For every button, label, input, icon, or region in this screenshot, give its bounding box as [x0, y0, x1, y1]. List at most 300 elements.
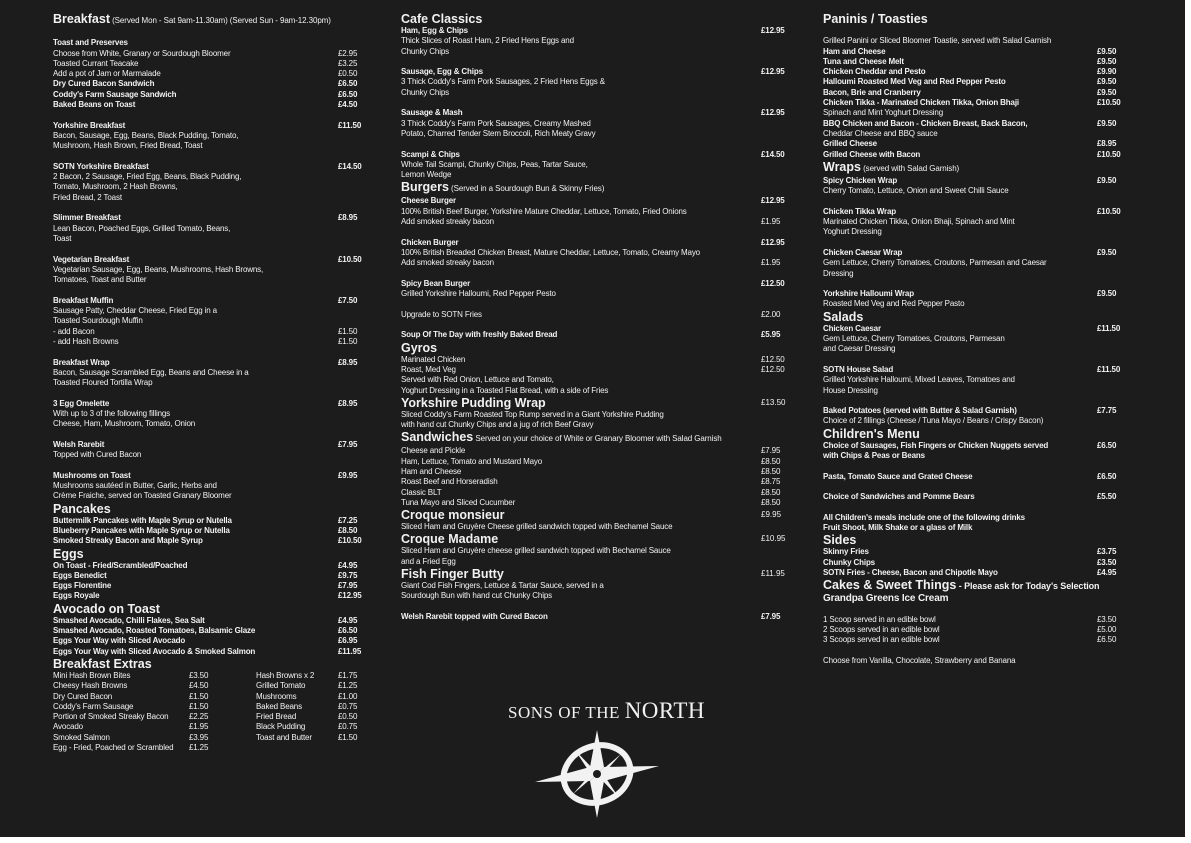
section-heading-wraps	[823, 160, 1123, 176]
menu-item-price	[1097, 258, 1123, 268]
menu-item-price	[338, 316, 368, 326]
menu-item-text: Cheese, Ham, Mushroom, Tomato, Onion	[53, 419, 196, 429]
menu-item-price: £9.50	[1097, 175, 1117, 185]
menu-item-row	[823, 568, 1123, 578]
menu-item-price: £12.50	[761, 354, 785, 364]
section-title: Gyros	[401, 340, 438, 355]
menu-item-text: 2 Scoops served in an edible bowl	[823, 624, 940, 634]
menu-item-text: Halloumi Roasted Med Veg and Red Pepper Pesto	[823, 77, 1006, 87]
menu-item-price: £6.95	[338, 636, 358, 646]
menu-item-text: Served with Red Onion, Lettuce and Tomato,	[401, 375, 554, 385]
menu-item-row	[401, 289, 791, 299]
section-title-group	[823, 160, 959, 174]
spacer	[53, 244, 368, 254]
section-title: Breakfast Extras	[53, 656, 152, 671]
extra-price: £0.50	[338, 712, 358, 722]
section-title-group	[401, 567, 504, 581]
menu-item-price: £12.50	[761, 278, 785, 288]
menu-item-price: £8.95	[338, 398, 358, 408]
menu-item-row	[401, 196, 791, 206]
extra-price: £1.95	[189, 722, 209, 732]
menu-item-price: £14.50	[338, 161, 362, 171]
menu-item-price: £3.50	[1097, 557, 1117, 567]
menu-item-text: 3 Thick Coddy's Farm Pork Sausages, Creamy Mashed	[401, 118, 591, 128]
menu-item-row	[823, 98, 1123, 108]
menu-item-row	[53, 141, 368, 151]
section-title: Salads	[823, 309, 864, 324]
extra-price: £3.50	[189, 670, 209, 680]
menu-item-price: £11.50	[1097, 364, 1121, 374]
menu-item-row	[53, 100, 368, 110]
menu-item-row	[401, 612, 791, 622]
menu-item-text: Giant Cod Fish Fingers, Lettuce & Tartar Sauce, served in a	[401, 581, 604, 591]
menu-item-text: House Dressing	[823, 385, 878, 395]
menu-item-row	[53, 481, 368, 491]
menu-item-row	[401, 67, 791, 77]
section-note: (served with Salad Garnish)	[860, 163, 960, 173]
menu-item-price: £8.50	[338, 525, 358, 535]
menu-item-price	[761, 581, 791, 591]
menu-item-row	[823, 441, 1123, 451]
menu-item-text: Ham and Cheese	[401, 466, 462, 476]
menu-column-middle	[401, 12, 791, 622]
spacer	[823, 645, 1123, 655]
menu-item-text: Spicy Chicken Wrap	[823, 175, 898, 185]
section-title-group	[401, 12, 482, 26]
menu-item-price: £8.95	[1097, 139, 1117, 149]
menu-item-text: Smoked Streaky Bacon and Maple Syrup	[53, 536, 203, 546]
menu-item-price	[338, 450, 368, 460]
section-price: £11.95	[761, 569, 785, 579]
menu-item-price	[338, 172, 368, 182]
extra-name: Mushrooms	[256, 691, 297, 701]
menu-item-price: £12.95	[761, 26, 785, 35]
menu-item-price: £12.95	[761, 196, 785, 206]
section-note: Served on your choice of White or Granary Bloomer with Salad Garnish	[473, 434, 722, 444]
menu-item-text: Add smoked streaky bacon	[401, 258, 494, 268]
section-title: Pancakes	[53, 501, 111, 516]
menu-item-text: Choose from White, Granary or Sourdough Bloomer	[53, 48, 231, 58]
menu-item-price: £8.50	[761, 497, 781, 507]
menu-item-text: Chicken Tikka Wrap	[823, 206, 897, 216]
menu-item-row	[53, 616, 368, 626]
menu-item-price: £8.75	[761, 477, 781, 487]
menu-item-price	[1097, 108, 1123, 118]
menu-item-row	[53, 224, 368, 234]
menu-item-row	[53, 49, 368, 59]
menu-item-text: Roast Beef and Horseradish	[401, 477, 498, 487]
menu-item-row	[53, 491, 368, 501]
menu-item-price: £6.50	[338, 626, 358, 636]
menu-item-text: 3 Thick Coddy's Farm Pork Sausages, 2 Fried Hens Eggs &	[401, 77, 605, 87]
menu-item-row	[823, 635, 1123, 645]
menu-item-row	[823, 57, 1123, 67]
menu-item-price: £12.50	[761, 364, 785, 374]
menu-item-text: Roasted Med Veg and Red Pepper Pasto	[823, 299, 965, 309]
spacer	[823, 396, 1123, 406]
extra-name: Toast and Butter	[256, 732, 312, 742]
breakfast-extras-table	[53, 671, 368, 753]
menu-item-text: Bacon, Sausage, Egg, Beans, Black Pudding, Tomato,	[53, 130, 239, 140]
menu-item-text: Roast, Med Veg	[401, 364, 456, 374]
menu-item-price	[761, 420, 791, 430]
menu-item-text: SOTN House Salad	[823, 364, 894, 374]
menu-item-price: £0.50	[338, 69, 358, 79]
menu-item-row	[53, 275, 368, 285]
menu-item-text: Chicken Caesar	[823, 323, 881, 333]
menu-item-price	[761, 591, 791, 601]
spacer	[53, 460, 368, 470]
menu-item-price	[761, 36, 791, 46]
menu-item-text: Sausage & Mash	[401, 108, 463, 118]
menu-item-price	[1097, 375, 1123, 385]
menu-item-price: £12.95	[761, 67, 785, 77]
menu-item-row	[401, 467, 791, 477]
spacer	[823, 355, 1123, 365]
menu-item-text: Soup Of The Day with freshly Baked Bread	[401, 330, 558, 340]
menu-item-row	[823, 258, 1123, 268]
menu-item-text: Yoghurt Dressing in a Toasted Flat Bread, with a side of Fries	[401, 385, 609, 395]
menu-item-row	[823, 269, 1123, 279]
menu-item-text: All Children's meals include one of the following drinks	[823, 512, 1025, 522]
menu-item-row	[53, 296, 368, 306]
extra-price: £1.50	[189, 701, 209, 711]
section-title-group	[823, 427, 920, 441]
menu-item-text: Toasted Sourdough Muffin	[53, 316, 143, 326]
menu-item-text: Cheese Burger	[401, 196, 456, 206]
menu-item-price	[761, 129, 791, 139]
menu-item-price	[1097, 129, 1123, 139]
spacer	[401, 602, 791, 612]
menu-item-text: Welsh Rarebit	[53, 439, 105, 449]
menu-item-row	[401, 446, 791, 456]
menu-item-text: Smashed Avocado, Chilli Flakes, Sea Salt	[53, 615, 205, 625]
menu-item-price: £4.95	[338, 560, 358, 570]
menu-item-price: £11.95	[338, 646, 362, 656]
menu-item-row	[823, 289, 1123, 299]
menu-item-price: £7.95	[338, 439, 358, 449]
menu-item-row	[401, 546, 791, 556]
menu-item-row	[401, 36, 791, 46]
menu-item-text: Sliced Ham and Gruyère Cheese grilled sandwich topped with Bechamel Sauce	[401, 522, 673, 532]
menu-item-row	[823, 36, 1123, 46]
menu-item-price: £8.50	[761, 466, 781, 476]
menu-item-price: £1.50	[338, 336, 358, 346]
menu-item-text: Eggs Benedict	[53, 570, 107, 580]
section-note: (Served Mon - Sat 9am-11.30am) (Served Sun - 9am-12.30pm)	[109, 16, 331, 25]
spacer	[53, 285, 368, 295]
menu-item-price	[338, 38, 368, 48]
menu-item-text: Grilled Yorkshire Halloumi, Mixed Leaves, Tomatoes and	[823, 375, 1015, 385]
menu-item-price	[1097, 513, 1123, 523]
section-title: Yorkshire Pudding Wrap	[401, 395, 546, 410]
menu-item-text: Buttermilk Pancakes with Maple Syrup or Nutella	[53, 515, 232, 525]
menu-item-row	[823, 593, 1123, 604]
section-heading-cakes-sweet-things	[823, 578, 1123, 593]
section-heading-croque-monsieur	[401, 508, 791, 522]
menu-item-price: £9.50	[1097, 118, 1117, 128]
spacer	[823, 482, 1123, 492]
menu-item-price	[761, 160, 791, 170]
menu-item-row	[401, 410, 791, 420]
menu-item-text: Toasted Floured Tortilla Wrap	[53, 378, 153, 388]
menu-item-text: Grilled Cheese	[823, 139, 877, 149]
menu-item-price	[1097, 227, 1123, 237]
menu-item-text: and a Fried Egg	[401, 556, 456, 566]
logo-text-small: SONS OF THE	[508, 703, 620, 722]
menu-item-row	[823, 547, 1123, 557]
menu-item-text: SOTN Yorkshire Breakfast	[53, 161, 149, 171]
menu-item-price	[1097, 334, 1123, 344]
extra-price: £4.50	[189, 681, 209, 691]
menu-item-row	[53, 636, 368, 646]
menu-item-text: Spicy Bean Burger	[401, 278, 471, 288]
menu-item-row	[401, 170, 791, 180]
extras-row	[53, 712, 368, 722]
menu-item-price: £5.95	[761, 330, 781, 340]
spacer	[53, 28, 368, 38]
spacer	[823, 502, 1123, 512]
menu-item-row	[53, 581, 368, 591]
menu-item-row	[401, 375, 791, 385]
menu-item-row	[53, 131, 368, 141]
menu-item-text: Yorkshire Halloumi Wrap	[823, 289, 914, 299]
menu-item-row	[53, 162, 368, 172]
menu-item-row	[823, 119, 1123, 129]
spacer	[401, 269, 791, 279]
menu-item-text: Ham and Cheese	[823, 46, 886, 56]
menu-item-row	[53, 69, 368, 79]
section-title-group	[401, 532, 498, 546]
section-title-group	[53, 502, 111, 516]
menu-item-text: Grilled Yorkshire Halloumi, Red Pepper Pesto	[401, 289, 556, 299]
menu-item-row	[53, 193, 368, 203]
menu-item-price: £7.50	[338, 295, 358, 305]
menu-item-price: £2.00	[761, 309, 781, 319]
section-heading-burgers	[401, 180, 791, 196]
extra-price: £1.25	[189, 743, 209, 752]
section-title-group	[401, 180, 604, 194]
section-heading-breakfast-extras	[53, 657, 368, 671]
menu-item-text: Cheddar Cheese and BBQ sauce	[823, 128, 938, 138]
menu-item-price	[1097, 186, 1123, 196]
menu-item-text: Cherry Tomato, Lettuce, Onion and Sweet Chilli Sauce	[823, 186, 1009, 196]
extra-price: £1.50	[338, 732, 358, 742]
menu-item-price: £11.50	[338, 120, 362, 130]
section-heading-eggs	[53, 547, 368, 561]
menu-item-text: Baked Beans on Toast	[53, 100, 136, 110]
spacer	[53, 388, 368, 398]
menu-item-row	[53, 647, 368, 657]
menu-item-text: Fruit Shoot, Milk Shake or a glass of Milk	[823, 523, 973, 533]
menu-item-price	[1097, 593, 1123, 604]
menu-item-row	[401, 330, 791, 340]
menu-item-price: £5.00	[1097, 624, 1117, 634]
menu-item-text: 100% British Beef Burger, Yorkshire Mature Cheddar, Lettuce, Tomato, Fried Onions	[401, 206, 687, 216]
menu-item-row	[823, 150, 1123, 160]
menu-item-row	[401, 77, 791, 87]
menu-item-price: £9.50	[1097, 56, 1117, 66]
spacer	[823, 604, 1123, 614]
extra-price: £0.75	[338, 701, 358, 711]
menu-item-text: Lean Bacon, Poached Eggs, Grilled Tomato, Beans,	[53, 223, 231, 233]
menu-item-row	[401, 488, 791, 498]
section-title: Croque Madame	[401, 532, 499, 547]
menu-item-price	[761, 77, 791, 87]
menu-item-row	[823, 67, 1123, 77]
section-title: Cakes & Sweet Things	[823, 578, 957, 593]
spacer	[823, 461, 1123, 471]
menu-item-text: Welsh Rarebit topped with Cured Bacon	[401, 611, 548, 621]
menu-item-price: £4.95	[338, 615, 358, 625]
extra-name: Mini Hash Brown Bites	[53, 670, 131, 680]
section-heading-paninis-toasties	[823, 12, 1123, 26]
section-title-group	[823, 310, 863, 324]
menu-item-row	[401, 522, 791, 532]
menu-item-text: Spinach and Mint Yoghurt Dressing	[823, 108, 944, 118]
menu-item-text: Slimmer Breakfast	[53, 213, 121, 223]
menu-item-text: Mushrooms sautéed in Butter, Garlic, Herbs and	[53, 481, 217, 491]
menu-item-price	[338, 141, 368, 151]
menu-item-text: Potato, Charred Tender Stem Broccoli, Rich Meaty Gravy	[401, 128, 596, 138]
menu-item-row	[53, 471, 368, 481]
menu-item-price: £5.50	[1097, 492, 1117, 502]
menu-item-text: Gem Lettuce, Cherry Tomatoes, Croutons, Parmesan	[823, 334, 1005, 344]
menu-item-row	[53, 79, 368, 89]
menu-item-row	[823, 77, 1123, 87]
menu-item-row	[401, 591, 791, 601]
menu-item-text: Blueberry Pancakes with Maple Syrup or Nutella	[53, 525, 230, 535]
section-title-group	[401, 341, 437, 355]
menu-item-row	[53, 571, 368, 581]
extra-name: Egg - Fried, Poached or Scrambled	[53, 743, 174, 752]
menu-item-price: £7.95	[761, 611, 781, 621]
menu-item-price	[761, 248, 791, 258]
menu-item-row	[401, 160, 791, 170]
menu-item-row	[53, 121, 368, 131]
menu-item-row	[823, 108, 1123, 118]
menu-item-row	[53, 561, 368, 571]
menu-item-text: Sliced Coddy's Farm Roasted Top Rump served in a Giant Yorkshire Pudding	[401, 409, 664, 419]
extra-name: Black Pudding	[256, 722, 306, 732]
menu-item-text: 100% British Breaded Chicken Breast, Mature Cheddar, Lettuce, Tomato, Creamy Mayo	[401, 247, 700, 257]
menu-item-price: £6.50	[1097, 471, 1117, 481]
menu-item-price	[338, 193, 368, 203]
section-title-group	[53, 602, 160, 616]
menu-item-price: £6.50	[1097, 440, 1117, 450]
spacer	[823, 196, 1123, 206]
menu-item-text: Vegetarian Breakfast	[53, 254, 130, 264]
menu-item-row	[53, 450, 368, 460]
menu-item-row	[823, 365, 1123, 375]
menu-item-text: Bacon, Sausage Scrambled Egg, Beans and Cheese in a	[53, 367, 249, 377]
menu-item-text: Mushrooms on Toast	[53, 470, 131, 480]
menu-column-left	[53, 12, 368, 753]
menu-item-text: Toast and Preserves	[53, 38, 128, 48]
menu-item-row	[401, 119, 791, 129]
section-title-group	[53, 12, 331, 26]
section-title: Fish Finger Butty	[401, 567, 504, 582]
menu-item-price	[338, 131, 368, 141]
menu-item-row	[53, 440, 368, 450]
menu-item-text: Add a pot of Jam or Marmalade	[53, 69, 161, 79]
menu-item-row	[823, 334, 1123, 344]
menu-item-row	[53, 306, 368, 316]
menu-item-text: BBQ Chicken and Bacon - Chicken Breast, Back Bacon,	[823, 118, 1028, 128]
menu-item-price	[1097, 451, 1123, 461]
extra-name: Baked Beans	[256, 701, 302, 711]
extra-price: £3.95	[189, 732, 209, 742]
spacer	[401, 57, 791, 67]
menu-item-price	[338, 378, 368, 388]
menu-item-price	[761, 410, 791, 420]
menu-item-price: £6.50	[338, 79, 358, 89]
menu-item-row	[53, 172, 368, 182]
menu-item-text: Marinated Chicken Tikka, Onion Bhaji, Spinach and Mint	[823, 217, 1015, 227]
menu-item-price: £12.95	[338, 591, 362, 601]
section-title-group	[823, 533, 856, 547]
menu-item-text: Lemon Wedge	[401, 170, 452, 180]
menu-item-row	[53, 213, 368, 223]
menu-column-right	[823, 12, 1123, 666]
extra-price: £0.75	[338, 722, 358, 732]
logo-text-big: NORTH	[624, 698, 706, 723]
menu-item-row	[823, 217, 1123, 227]
section-title: Burgers	[401, 180, 449, 195]
spacer	[401, 227, 791, 237]
section-heading-sandwiches	[401, 430, 791, 446]
menu-item-price: £9.95	[338, 470, 358, 480]
menu-item-row	[823, 615, 1123, 625]
section-price: £9.95	[761, 510, 782, 520]
menu-item-row	[823, 248, 1123, 258]
menu-item-text: Grilled Cheese with Bacon	[823, 149, 921, 159]
section-title-group	[823, 12, 928, 26]
menu-item-price: £9.50	[1097, 87, 1117, 97]
menu-item-text: Baked Potatoes (served with Butter & Salad Garnish)	[823, 406, 1017, 416]
section-title-group	[401, 430, 722, 444]
menu-item-row	[401, 207, 791, 217]
menu-item-price: £6.50	[1097, 635, 1117, 645]
menu-item-text: Eggs Royale	[53, 591, 100, 601]
menu-item-text: Tuna and Cheese Melt	[823, 56, 904, 66]
menu-item-text: Breakfast Muffin	[53, 295, 114, 305]
section-heading-breakfast	[53, 12, 368, 28]
menu-item-text: Topped with Cured Bacon	[53, 450, 142, 460]
menu-item-row	[823, 558, 1123, 568]
menu-item-text: - add Hash Browns	[53, 336, 119, 346]
menu-item-price	[338, 306, 368, 316]
menu-item-row	[53, 38, 368, 48]
menu-item-row	[823, 299, 1123, 309]
section-title: Cafe Classics	[401, 12, 483, 26]
logo-wordmark	[508, 698, 706, 724]
menu-item-price: £9.75	[338, 570, 358, 580]
menu-item-text: 2 Bacon, 2 Sausage, Fried Egg, Beans, Black Pudding,	[53, 172, 242, 182]
menu-item-price	[338, 481, 368, 491]
extra-name: Dry Cured Bacon	[53, 691, 113, 701]
menu-item-text: Smashed Avocado, Roasted Tomatoes, Balsamic Glaze	[53, 626, 256, 636]
menu-item-text: Eggs Your Way with Sliced Avocado	[53, 636, 186, 646]
menu-item-text: 1 Scoop served in an edible bowl	[823, 614, 936, 624]
menu-item-text: Yoghurt Dressing	[823, 227, 882, 237]
menu-item-row	[823, 207, 1123, 217]
menu-item-row	[401, 279, 791, 289]
menu-item-row	[53, 255, 368, 265]
menu-item-row	[401, 47, 791, 57]
menu-item-price: £10.50	[338, 254, 362, 264]
section-price: £10.95	[761, 534, 786, 544]
